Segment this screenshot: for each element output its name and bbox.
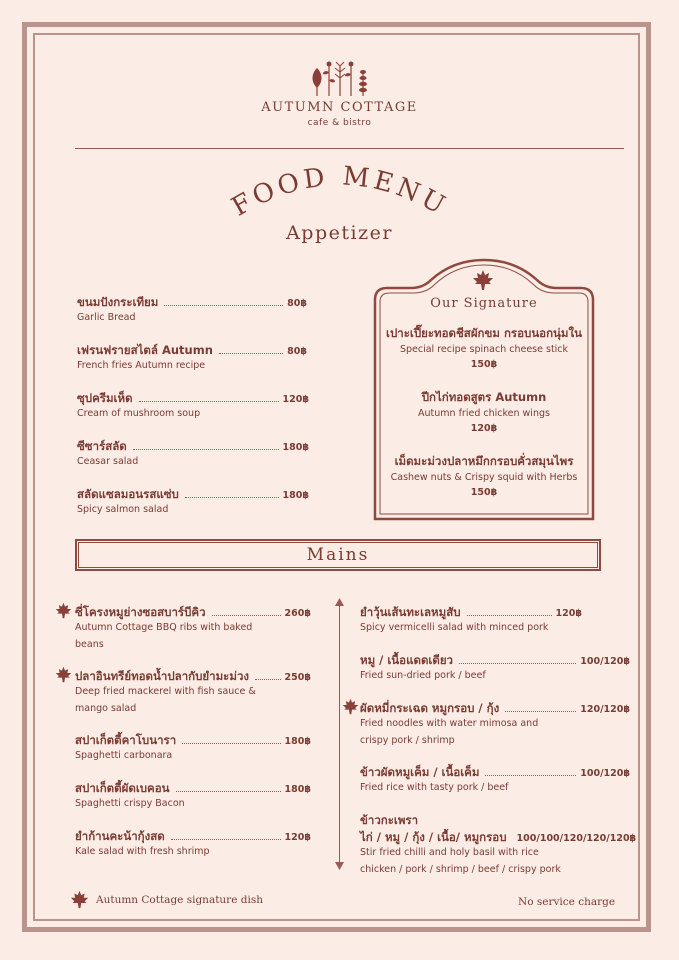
leader-dots [182,742,280,744]
item-price: 80฿ [287,346,307,357]
item-options-th: ไก่ / หมู / กุ้ง / เนื้อ/ หมูกรอบ [360,830,507,844]
signature-item [378,389,590,436]
mains-item [360,764,630,796]
item-name-en: Stir fried chilli and holy basil with rice [360,847,539,858]
column-divider [339,603,340,865]
item-name-th: ยำวุ้นเส้นทะเลหมูสับ [360,605,461,619]
item-name-en: crispy pork / shrimp [360,735,455,746]
item-name-th: สลัดแซลมอนรสแซ่บ [77,487,179,501]
item-name-th: เฟรนฟรายสไตล์ Autumn [77,343,213,357]
item-name-en: Spicy vermicelli salad with minced pork [360,622,549,633]
item-name-en: Deep fried mackerel with fish sauce & [75,686,256,697]
item-price: 120/120฿ [580,704,630,715]
item-name-en: mango salad [75,703,137,714]
item-price: 100/120฿ [580,656,630,667]
section-title-mains: Mains [306,545,370,565]
item-name-en: Autumn fried chicken wings [418,408,550,419]
item-price: 80฿ [287,298,307,309]
item-name-en: Fried sun-dried pork / beef [360,670,486,681]
item-name-en: Fried noodles with water mimosa and [360,718,539,729]
item-name-en: chicken / pork / shrimp / beef / crispy pork [360,864,561,875]
brand-tagline: cafe & bistro [307,118,372,128]
brand-name: AUTUMN COTTAGE [261,100,418,115]
item-name-en: Cashew nuts & Crispy squid with Herbs [390,472,578,483]
svg-text:FOOD MENU [227,161,453,222]
appetizer-item [77,342,307,374]
item-name-en: Fried rice with tasty pork / beef [360,782,509,793]
leader-dots [139,400,279,402]
legend-leaf-icon [70,890,89,909]
item-name-th: ซี่โครงหมูย่างซอสบาร์บีคิว [75,605,206,619]
item-price: 120฿ [284,832,311,843]
item-name-en: Cream of mushroom soup [77,408,201,419]
item-name-th: เปาะเปี๊ยะทอดชีสผักขม กรอบนอกนุ่มใน [386,326,582,340]
item-name-th: สปาเก็ตตี้ผัดเบคอน [75,781,170,795]
item-name-th: สปาเก็ตตี้คาโบนารา [75,733,177,747]
signature-title: Our Signature [430,296,538,311]
item-name-en: Spaghetti carbonara [75,750,173,761]
mains-item-kaprao [360,812,636,878]
leader-dots [176,790,281,792]
item-price: 100/100/120/120/120฿ [516,833,637,844]
service-charge-note: No service charge [518,896,616,908]
signature-leaf-icon [342,698,359,715]
maple-leaf-icon [472,269,494,291]
item-name-en: Ceasar salad [77,456,139,467]
item-name-th: ข้าวกะเพรา [360,813,419,827]
leader-dots [212,614,281,616]
item-name-en: Spicy salmon salad [77,504,169,515]
item-name-en: Garlic Bread [77,312,136,323]
mains-item [360,700,630,749]
signature-leaf-icon [55,602,72,619]
leader-dots [459,662,576,664]
mains-item [75,732,311,764]
logo-plants-icon [0,58,679,102]
item-price: 180฿ [282,490,309,501]
mains-item [75,828,311,860]
signature-item [378,453,590,500]
leader-dots [164,304,283,306]
section-title-appetizer: Appetizer [286,222,393,244]
item-price: 150฿ [470,487,498,498]
item-price: 250฿ [284,672,311,683]
item-name-th: ผัดหมี่กระเฉด หมูกรอบ / กุ้ง [360,701,500,715]
item-price: 260฿ [284,608,311,619]
mains-item [75,604,311,653]
leader-dots [485,774,576,776]
appetizer-item [77,486,309,518]
item-price: 150฿ [470,359,498,370]
header-divider [75,148,624,149]
item-name-th: ปีกไก่ทอดสูตร Autumn [421,390,547,404]
item-name-en: beans [75,639,104,650]
item-name-th: ซีซาร์สลัด [77,439,127,453]
appetizer-item [77,294,307,326]
menu-title-text: FOOD MENU [226,161,454,223]
item-name-th: ยำก้านคะน้ากุ้งสด [75,829,165,843]
item-price: 120฿ [282,394,309,405]
signature-legend: Autumn Cottage signature dish [96,894,263,906]
mains-item [75,668,311,717]
item-name-th: ขนมปังกระเทียม [77,295,159,309]
item-price: 180฿ [284,784,311,795]
mains-item [75,780,311,812]
signature-item [378,325,590,372]
item-price: 120฿ [555,608,582,619]
leader-dots [219,352,283,354]
item-name-en: Spaghetti crispy Bacon [75,798,185,809]
item-name-th: ปลาอินทรีย์ทอดน้ำปลากับยำมะม่วง [75,669,250,683]
leader-dots [505,710,576,712]
divider-arrow-bottom-icon [335,862,344,870]
signature-leaf-icon [55,666,72,683]
item-name-en: French fries Autumn recipe [77,360,206,371]
item-name-th: หมู / เนื้อแดดเดียว [360,653,454,667]
divider-arrow-top-icon [335,598,344,606]
item-price: 180฿ [282,442,309,453]
appetizer-item [77,438,309,470]
leader-dots [255,678,281,680]
menu-title [200,160,480,230]
item-name-en: Autumn Cottage BBQ ribs with baked [75,622,253,633]
item-name-th: ซุปครีมเห็ด [77,391,133,405]
leader-dots [133,448,279,450]
leader-dots [171,838,281,840]
mains-item [360,652,630,684]
leader-dots [467,614,552,616]
item-price: 180฿ [284,736,311,747]
mains-item [360,604,582,636]
appetizer-item [77,390,309,422]
item-name-en: Special recipe spinach cheese stick [399,344,569,355]
item-price: 120฿ [470,423,498,434]
item-name-th: ข้าวผัดหมูเค็ม / เนื้อเค็ม [360,765,480,779]
item-price: 100/120฿ [580,768,630,779]
item-name-th: เม็ดมะม่วงปลาหมึกกรอบคั่วสมุนไพร [394,454,574,468]
item-name-en: Kale salad with fresh shrimp [75,846,210,857]
leader-dots [185,496,279,498]
